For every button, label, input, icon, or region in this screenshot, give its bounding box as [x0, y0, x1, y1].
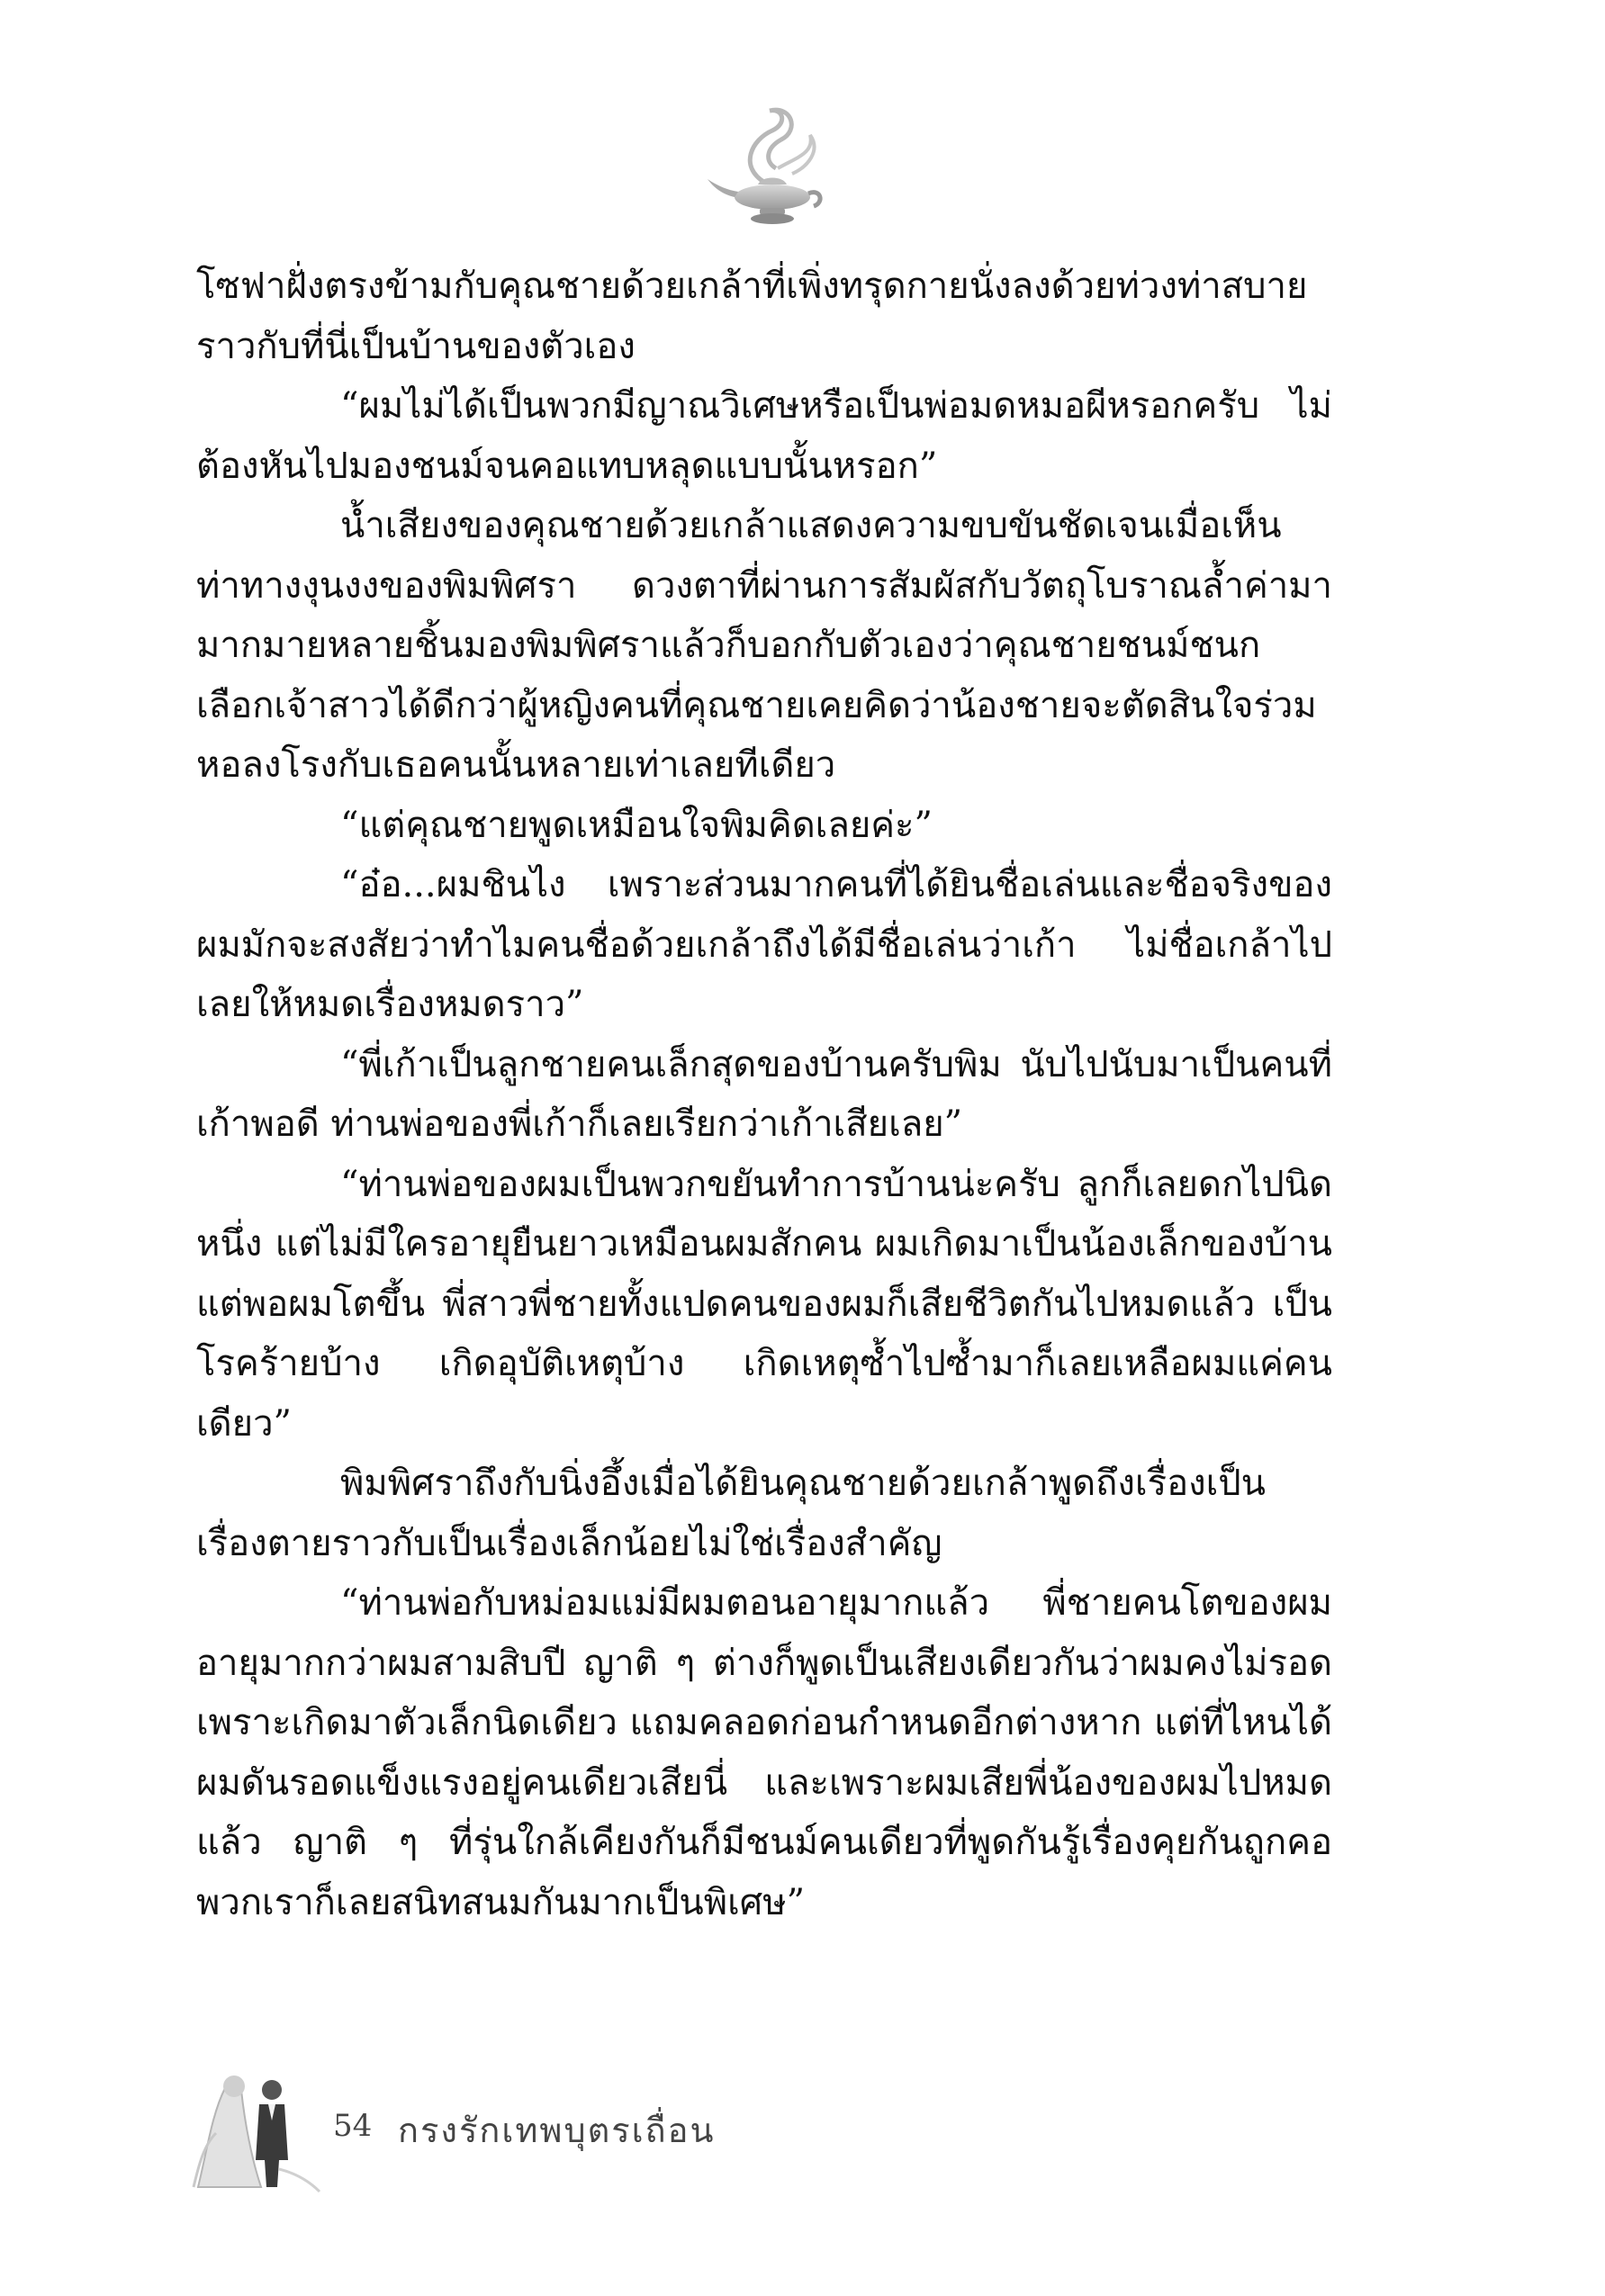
paragraph: “ท่านพ่อของผมเป็นพวกขยันทำการบ้านน่ะครับ ลูกก็เลยดกไปนิดหนึ่ง แต่ไม่มีใครอายุยืนยาวเหมือนผมสักคน ผมเกิดมาเป็นน้องเล็กของบ้าน แต่พอผมโตขึ้น พี่สาวพี่ชายทั้งแปดคนของผมก็เสียชีวิตกันไปหมดแล้ว เป็นโรคร้ายบ้าง เกิดอุบัติเหตุบ้าง เกิดเหตุซ้ำไปซ้ำมาก็เลยเหลือผมแค่คนเดียว”: [196, 1163, 1332, 1445]
paragraph: “อ๋อ...ผมชินไง เพราะส่วนมากคนที่ได้ยินชื่อเล่นและชื่อจริงของผมมักจะสงสัยว่าทำไมคนชื่อด้วยเกล้าถึงได้มีชื่อเล่นว่าเก้า ไม่ชื่อเกล้าไปเลยให้หมดเรื่องหมดราว”: [196, 864, 1332, 1025]
page-footer: [189, 2061, 819, 2196]
book-title: กรงรักเทพบุตรเถื่อน: [398, 2111, 716, 2150]
paragraph: “พี่เก้าเป็นลูกชายคนเล็กสุดของบ้านครับพิม นับไปนับมาเป็นคนที่เก้าพอดี ท่านพ่อของพี่เก้าก็เลยเรียกว่าเก้าเสียเลย”: [196, 1043, 1332, 1145]
paragraph: น้ำเสียงของคุณชายด้วยเกล้าแสดงความขบขันชัดเจนเมื่อเห็นท่าทางงุนงงของพิมพิศรา ดวงตาที่ผ่านการสัมผัสกับวัตถุโบราณล้ำค่ามามากมายหลายชิ้นมองพิมพิศราแล้วก็บอกกับตัวเองว่าคุณชายชนม์ชนกเลือกเจ้าสาวได้ดีกว่าผู้หญิงคนที่คุณชายเคยคิดว่าน้องชายจะตัดสินใจร่วมหอลงโรงกับเธอคนนั้นหลายเท่าเลยทีเดียว: [196, 505, 1332, 786]
paragraph: พิมพิศราถึงกับนิ่งอึ้งเมื่อได้ยินคุณชายด้วยเกล้าพูดถึงเรื่องเป็นเรื่องตายราวกับเป็นเรื่องเล็กน้อยไม่ใช่เรื่องสำคัญ: [196, 1463, 1267, 1564]
body-text: [196, 257, 1332, 1932]
paragraph: โซฟาฝั่งตรงข้ามกับคุณชายด้วยเกล้าที่เพิ่งทรุดกายนั่งลงด้วยท่วงท่าสบายราวกับที่นี่เป็นบ้านของตัวเอง: [196, 266, 1308, 367]
paragraph: “ผมไม่ได้เป็นพวกมีญาณวิเศษหรือเป็นพ่อมดหมอผีหรอกครับ ไม่ต้องหันไปมองชนม์จนคอแทบหลุดแบบนั้นหรอก”: [196, 385, 1332, 487]
bride-groom-icon: [189, 2061, 324, 2196]
page-number: 54: [333, 2108, 373, 2144]
genie-lamp-icon: [702, 104, 837, 239]
paragraph: “แต่คุณชายพูดเหมือนใจพิมคิดเลยค่ะ”: [340, 804, 933, 846]
paragraph: “ท่านพ่อกับหม่อมแม่มีผมตอนอายุมากแล้ว พี่ชายคนโตของผมอายุมากกว่าผมสามสิบปี ญาติ ๆ ต่างก็พูดเป็นเสียงเดียวกันว่าผมคงไม่รอดเพราะเกิดมาตัวเล็กนิดเดียว แถมคลอดก่อนกำหนดอีกต่างหาก แต่ที่ไหนได้ผมดันรอดแข็งแรงอยู่คนเดียวเสียนี่ และเพราะผมเสียพี่น้องของผมไปหมดแล้ว ญาติ ๆ ที่รุ่นใกล้เคียงกันก็มีชนม์คนเดียวที่พูดกันรู้เรื่องคุยกันถูกคอ พวกเราก็เลยสนิทสนมกันมากเป็นพิเศษ”: [196, 1582, 1332, 1923]
